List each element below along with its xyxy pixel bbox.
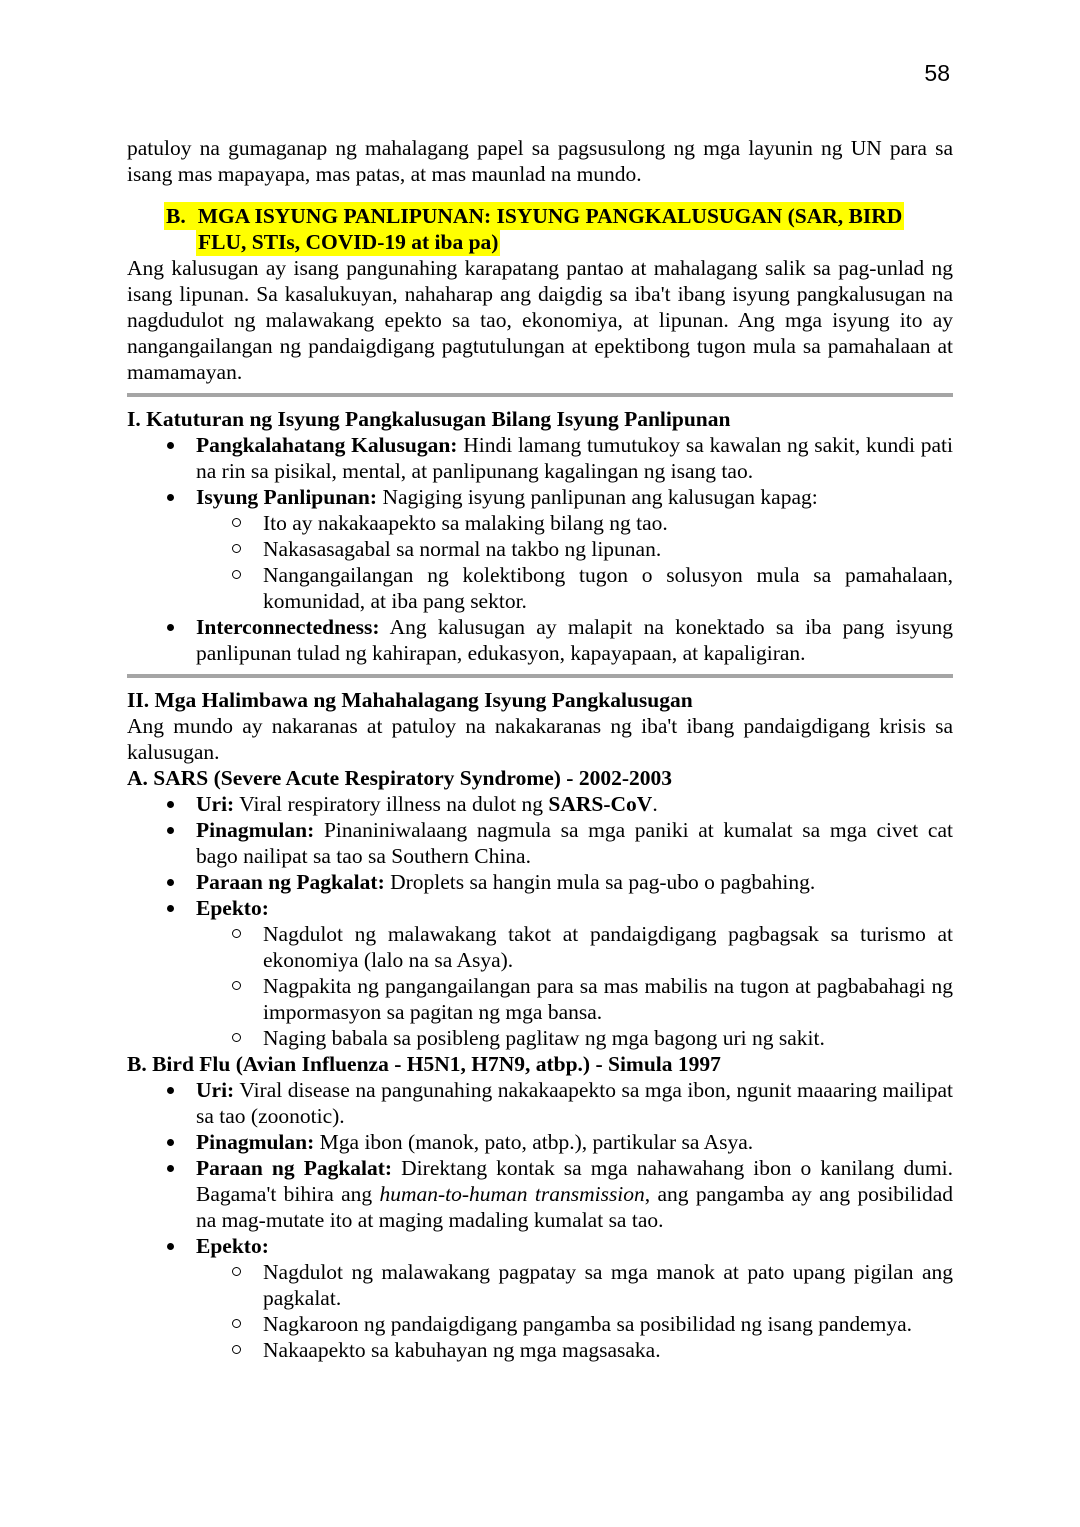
sub-bullet-text: Nagdulot ng malawakang takot at pandaigdigang pagbagsak sa turismo at ekonomiya (lalo na sa Asya).: [263, 922, 953, 972]
sub-list-item: [127, 562, 953, 614]
circle-bullet-icon: [232, 544, 241, 553]
sub-bullet-text: Nagkaroon ng pandaigdigang pangamba sa posibilidad ng isang pandemya.: [263, 1312, 913, 1336]
section-b-heading: [127, 203, 953, 255]
sub-bullet-text: Nakaapekto sa kabuhayan ng mga magsasaka.: [263, 1338, 661, 1362]
heading-highlight-line2: FLU, STIs, COVID-19 at iba pa): [198, 230, 499, 254]
section-divider: [127, 393, 953, 397]
bullet-icon: [167, 494, 174, 501]
bullet-label: Isyung Panlipunan:: [196, 485, 378, 509]
sub-list-item: [127, 1311, 953, 1337]
bullet-text: Viral disease na pangunahing nakakaapekto sa mga ibon, ngunit maaaring mailipat sa tao (zoonotic).: [196, 1078, 953, 1128]
list-item: [127, 817, 953, 869]
bullet-label: Pangkalahatang Kalusugan:: [196, 433, 458, 457]
sub-list-item: [127, 536, 953, 562]
heading-b-label: B.: [166, 204, 186, 228]
circle-bullet-icon: [232, 1319, 241, 1328]
sub-bullet-text: Ito ay nakakaapekto sa malaking bilang ng tao.: [263, 511, 668, 535]
bullet-icon: [167, 442, 174, 449]
section1-heading: I. Katuturan ng Isyung Pangkalusugan Bilang Isyung Panlipunan: [127, 407, 731, 431]
section-divider: [127, 674, 953, 678]
bullet-text-suffix: .: [652, 792, 658, 816]
circle-bullet-icon: [232, 929, 241, 938]
list-item: [127, 895, 953, 921]
bullet-icon: [167, 1139, 174, 1146]
page-content: [127, 135, 953, 1363]
circle-bullet-icon: [232, 1033, 241, 1042]
bullet-text: Viral respiratory illness na dulot ng: [239, 792, 544, 816]
bullet-icon: [167, 1165, 174, 1172]
page-number: 58: [924, 60, 950, 86]
bullet-icon: [167, 1243, 174, 1250]
bullet-icon: [167, 624, 174, 631]
circle-bullet-icon: [232, 518, 241, 527]
sub-list-item: [127, 1025, 953, 1051]
sars-heading: A. SARS (Severe Acute Respiratory Syndrome) - 2002-2003: [127, 766, 673, 790]
list-item: [127, 869, 953, 895]
sub-list-item: [127, 921, 953, 973]
bullet-icon: [167, 905, 174, 912]
bullet-italic-text: human-to-human transmission: [379, 1182, 645, 1206]
bullet-label: Pinagmulan:: [196, 818, 315, 842]
section2-heading: II. Mga Halimbawa ng Mahahalagang Isyung Pangkalusugan: [127, 688, 693, 712]
sub-list-item: [127, 1337, 953, 1363]
list-item: [127, 1155, 953, 1233]
bullet-text: Nagiging isyung panlipunan ang kalusugan kapag:: [382, 485, 818, 509]
bullet-icon: [167, 801, 174, 808]
bullet-text: Droplets sa hangin mula sa pag-ubo o pagbahing.: [390, 870, 816, 894]
list-item: [127, 484, 953, 510]
list-item: [127, 1233, 953, 1259]
list-item: [127, 614, 953, 666]
bullet-text: Ang kalusugan ay malapit na konektado sa iba pang isyung panlipunan tulad ng kahirapan, edukasyon, kapayapaan, at kapaligiran.: [196, 615, 953, 665]
circle-bullet-icon: [232, 981, 241, 990]
circle-bullet-icon: [232, 570, 241, 579]
bullet-label: Uri:: [196, 792, 235, 816]
bullet-label: Pinagmulan:: [196, 1130, 315, 1154]
bullet-label: Uri:: [196, 1078, 235, 1102]
sub-list-item: [127, 973, 953, 1025]
sub-bullet-text: Naging babala sa posibleng paglitaw ng mga bagong uri ng sakit.: [263, 1026, 825, 1050]
list-item: [127, 432, 953, 484]
bullet-icon: [167, 1087, 174, 1094]
sub-bullet-text: Nakasasagabal sa normal na takbo ng lipunan.: [263, 537, 662, 561]
bullet-icon: [167, 827, 174, 834]
bullet-text: Direktang kontak sa mga nahawahang ibon o kanilang dumi. Bagama't bihira ang: [196, 1156, 954, 1206]
sub-bullet-text: Nagpakita ng pangangailangan para sa mas mabilis na tugon at pagbabahagi ng impormasyon sa pagitan ng mga bansa.: [263, 974, 953, 1024]
circle-bullet-icon: [232, 1345, 241, 1354]
bullet-strong-text: SARS-CoV: [548, 792, 653, 816]
intro-paragraph: patuloy na gumaganap ng mahalagang papel sa pagsusulong ng mga layunin ng UN para sa isang mas mapayapa, mas patas, at mas maunlad na mundo.: [127, 136, 953, 186]
bullet-text-suffix: , ang pangamba ay ang posibilidad na mag-mutate ito at maging madaling kumalat sa tao.: [196, 1182, 954, 1232]
list-item: [127, 1129, 953, 1155]
sub-bullet-text: Nangangailangan ng kolektibong tugon o solusyon mula sa pamahalaan, komunidad, at iba pang sektor.: [263, 563, 953, 613]
heading-b-line1: MGA ISYUNG PANLIPUNAN: ISYUNG PANGKALUSUGAN (SAR, BIRD: [197, 204, 903, 228]
sub-list-item: [127, 510, 953, 536]
bullet-label: Epekto:: [196, 1234, 269, 1258]
heading-highlight-line1: [164, 202, 904, 230]
bullet-text: Mga ibon (manok, pato, atbp.), partikular sa Asya.: [319, 1130, 754, 1154]
bullet-text: Hindi lamang tumutukoy sa kawalan ng sakit, kundi pati na rin sa pisikal, mental, at panlipunang kagalingan ng isang tao.: [196, 433, 953, 483]
bullet-icon: [167, 879, 174, 886]
circle-bullet-icon: [232, 1267, 241, 1276]
bullet-label: Interconnectedness:: [196, 615, 380, 639]
bullet-text: Pinaniniwalaang nagmula sa mga paniki at kumalat sa mga civet cat bago nailipat sa tao sa Southern China.: [196, 818, 953, 868]
sub-bullet-text: Nagdulot ng malawakang pagpatay sa mga manok at pato upang pigilan ang pagkalat.: [263, 1260, 953, 1310]
bullet-label: Paraan ng Pagkalat:: [196, 1156, 393, 1180]
list-item: [127, 1077, 953, 1129]
bullet-label: Paraan ng Pagkalat:: [196, 870, 385, 894]
section2-intro: Ang mundo ay nakaranas at patuloy na nakakaranas ng iba't ibang pandaigdigang krisis sa kalusugan.: [127, 714, 953, 764]
sub-list-item: [127, 1259, 953, 1311]
bullet-label: Epekto:: [196, 896, 269, 920]
list-item: [127, 791, 953, 817]
health-intro-paragraph: Ang kalusugan ay isang pangunahing karapatang pantao at mahalagang salik sa pag-unlad ng isang lipunan. Sa kasalukuyan, nahaharap ang daigdig sa iba't ibang isyung pangkalusugan na nagdudulot ng malawakang epekto sa tao, ekonomiya, at lipunan. Ang mga isyung ito ay nangangailangan ng pandaigdigang pagtutulungan at epektibong tugon mula sa pamahalaan at mamamayan.: [127, 256, 953, 384]
birdflu-heading: B. Bird Flu (Avian Influenza - H5N1, H7N9, atbp.) - Simula 1997: [127, 1052, 721, 1076]
